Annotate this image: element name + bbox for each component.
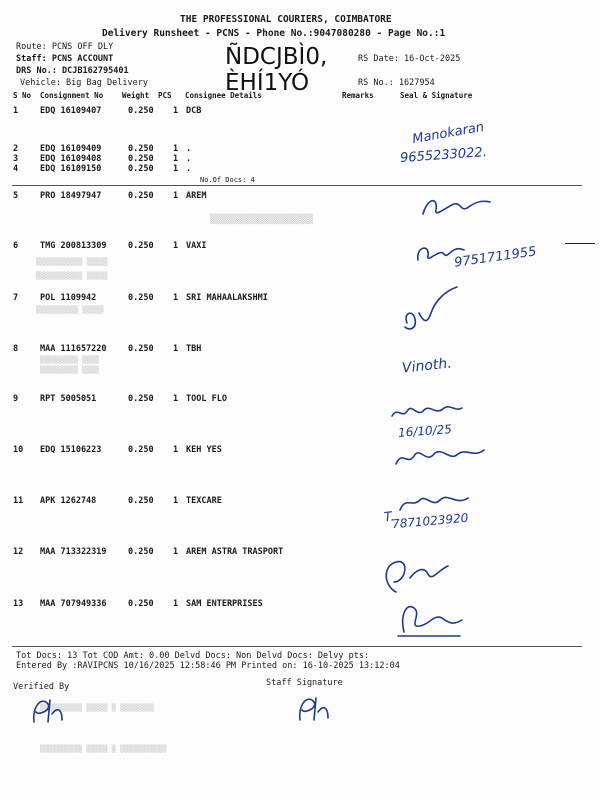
docs-count-note: No.Of Docs: 4 (200, 176, 255, 184)
row-pcs: 1 (173, 293, 179, 303)
handwritten-date: 16/10/25 (397, 422, 453, 440)
totals-line: Tot Docs: 13 Tot COD Amt: 0.00 Delvd Docs: Non Delvd Docs: Delvy pts: (16, 651, 370, 661)
row-consignment: EDQ 16109407 (40, 106, 102, 116)
row-weight: 0.250 (128, 394, 154, 404)
row-consignment: EDQ 16109408 (40, 154, 102, 164)
row-consignee: . (186, 144, 192, 154)
footer-divider (12, 646, 582, 647)
document-title: THE PROFESSIONAL COURIERS, COIMBATORE (180, 14, 392, 25)
rs-date: RS Date: 16-Oct-2025 (358, 54, 461, 64)
row-pcs: 1 (173, 445, 179, 455)
row-sno: 3 (13, 154, 19, 164)
row-sno: 8 (13, 344, 19, 354)
row-consignment: TMG 200813309 (40, 241, 107, 251)
row-sno: 5 (13, 191, 19, 201)
row-sno: 12 (13, 547, 24, 557)
col-pcs: PCS (158, 91, 172, 100)
handwritten-phone-11: 7871023920 (391, 510, 469, 532)
row-weight: 0.250 (128, 191, 154, 201)
row-weight: 0.250 (128, 241, 154, 251)
row-consignment: EDQ 16109409 (40, 144, 102, 154)
bleed-mark: ▒▒▒▒▒▒▒▒▒▒ ▒▒▒▒▒ (36, 306, 104, 314)
row-sno: 13 (13, 599, 24, 609)
margin-line (565, 243, 595, 244)
row-sno: 11 (13, 496, 24, 506)
row-sno: 4 (13, 164, 19, 174)
staff-label: Staff: PCNS ACCOUNT (16, 54, 114, 64)
row-weight: 0.250 (128, 547, 154, 557)
row-weight: 0.250 (128, 164, 154, 174)
staff-signature (294, 690, 334, 724)
row-consignee: AREM (186, 191, 207, 201)
row-divider (12, 185, 582, 186)
row-weight: 0.250 (128, 599, 154, 609)
signature-scribble (395, 283, 465, 338)
signature-scribble (376, 552, 456, 602)
row-pcs: 1 (173, 241, 179, 251)
row-consignee: TBH (186, 344, 202, 354)
staff-signature-label: Staff Signature (266, 678, 343, 688)
row-weight: 0.250 (128, 144, 154, 154)
row-pcs: 1 (173, 164, 179, 174)
col-seal-signature: Seal & Signature (400, 91, 473, 100)
row-weight: 0.250 (128, 445, 154, 455)
bleed-mark: ▒▒▒▒▒▒▒▒▒▒▒▒▒▒▒▒▒▒▒ (210, 215, 313, 225)
row-consignee: . (186, 154, 192, 164)
row-pcs: 1 (173, 144, 179, 154)
row-consignee: SAM ENTERPRISES (186, 599, 263, 609)
signature-scribble (392, 442, 488, 472)
bleed-mark: ▒▒▒▒▒▒▒▒▒ ▒▒▒▒ (40, 366, 100, 374)
row-consignment: EDQ 16109150 (40, 164, 102, 174)
vehicle-label: Vehicle: Big Bag Delivery (20, 78, 148, 88)
row-weight: 0.250 (128, 496, 154, 506)
row-pcs: 1 (173, 599, 179, 609)
row-consignment: MAA 707949336 (40, 599, 107, 609)
col-remarks: Remarks (342, 91, 374, 100)
row-consignment: EDQ 15106223 (40, 445, 102, 455)
handwritten-signature-1: Manokaran (411, 119, 486, 148)
row-sno: 7 (13, 293, 19, 303)
row-consignee: SRI MAHAALAKSHMI (186, 293, 268, 303)
entered-by-line: Entered By :RAVIPCNS 10/16/2025 12:58:46 PM Printed on: 16-10-2025 13:12:04 (16, 661, 400, 671)
row-weight: 0.250 (128, 293, 154, 303)
row-consignee: . (186, 164, 192, 174)
row-pcs: 1 (173, 547, 179, 557)
signature-scribble (388, 402, 468, 424)
row-consignee: TEXCARE (186, 496, 222, 506)
bleed-mark: ▒▒▒▒▒▒▒▒▒▒▒ ▒▒▒▒▒ (36, 272, 108, 280)
barcode-text: ÑDCJBÌ0, ÈHÍ1YÓ (225, 44, 328, 96)
bleed-mark: ▒▒▒▒▒▒▒▒▒▒ ▒▒▒▒▒ ▒ ▒▒▒▒▒▒▒▒▒▒▒ (40, 745, 167, 753)
row-consignment: APK 1262748 (40, 496, 97, 506)
bleed-mark: ▒▒▒▒▒▒▒▒▒▒ ▒▒▒▒▒ ▒ ▒▒▒▒▒▒▒▒ (40, 704, 154, 712)
row-sno: 6 (13, 241, 19, 251)
row-consignment: RPT 5005051 (40, 394, 97, 404)
document-subtitle: Delivery Runsheet - PCNS - Phone No.:9047080280 - Page No.:1 (102, 28, 446, 39)
row-pcs: 1 (173, 496, 179, 506)
signature-scribble (418, 192, 498, 222)
handwritten-phone-1: 9655233022. (399, 144, 488, 167)
row-pcs: 1 (173, 394, 179, 404)
col-consignee: Consignee Details (185, 91, 262, 100)
handwritten-signature-8: Vinoth. (401, 355, 453, 377)
row-weight: 0.250 (128, 154, 154, 164)
verified-signature (28, 692, 68, 726)
row-consignment: MAA 111657220 (40, 344, 107, 354)
row-consignee: AREM ASTRA TRASPORT (186, 547, 284, 557)
col-consignment: Consignment No (40, 91, 104, 100)
row-sno: 10 (13, 445, 24, 455)
row-consignment: PRO 18497947 (40, 191, 102, 201)
row-sno: 9 (13, 394, 19, 404)
row-weight: 0.250 (128, 106, 154, 116)
bleed-mark: ▒▒▒▒▒▒▒▒▒ ▒▒▒▒ (40, 356, 100, 364)
row-pcs: 1 (173, 154, 179, 164)
row-consignee: DCB (186, 106, 202, 116)
row-sno: 2 (13, 144, 19, 154)
handwritten-initial: T. (383, 509, 396, 526)
handwritten-phone-2: 9751711955 (453, 244, 538, 271)
bleed-mark: ▒▒▒▒▒▒▒▒▒▒▒ ▒▒▒▒▒ (36, 258, 108, 266)
row-consignee: VAXI (186, 241, 207, 251)
row-pcs: 1 (173, 344, 179, 354)
row-weight: 0.250 (128, 344, 154, 354)
signature-scribble (390, 596, 470, 640)
rs-number: RS No.: 1627954 (358, 78, 435, 88)
verified-by-label: Verified By (13, 682, 70, 692)
row-consignee: TOOL FLO (186, 394, 227, 404)
row-consignee: KEH YES (186, 445, 222, 455)
row-consignment: POL 1109942 (40, 293, 97, 303)
row-consignment: MAA 713322319 (40, 547, 107, 557)
row-pcs: 1 (173, 106, 179, 116)
col-sno: S No (13, 91, 32, 100)
col-weight: Weight (122, 91, 150, 100)
drs-number: DRS No.: DCJB162795401 (16, 66, 129, 76)
row-sno: 1 (13, 106, 19, 116)
route-label: Route: PCNS OFF DLY (16, 42, 114, 52)
row-pcs: 1 (173, 191, 179, 201)
